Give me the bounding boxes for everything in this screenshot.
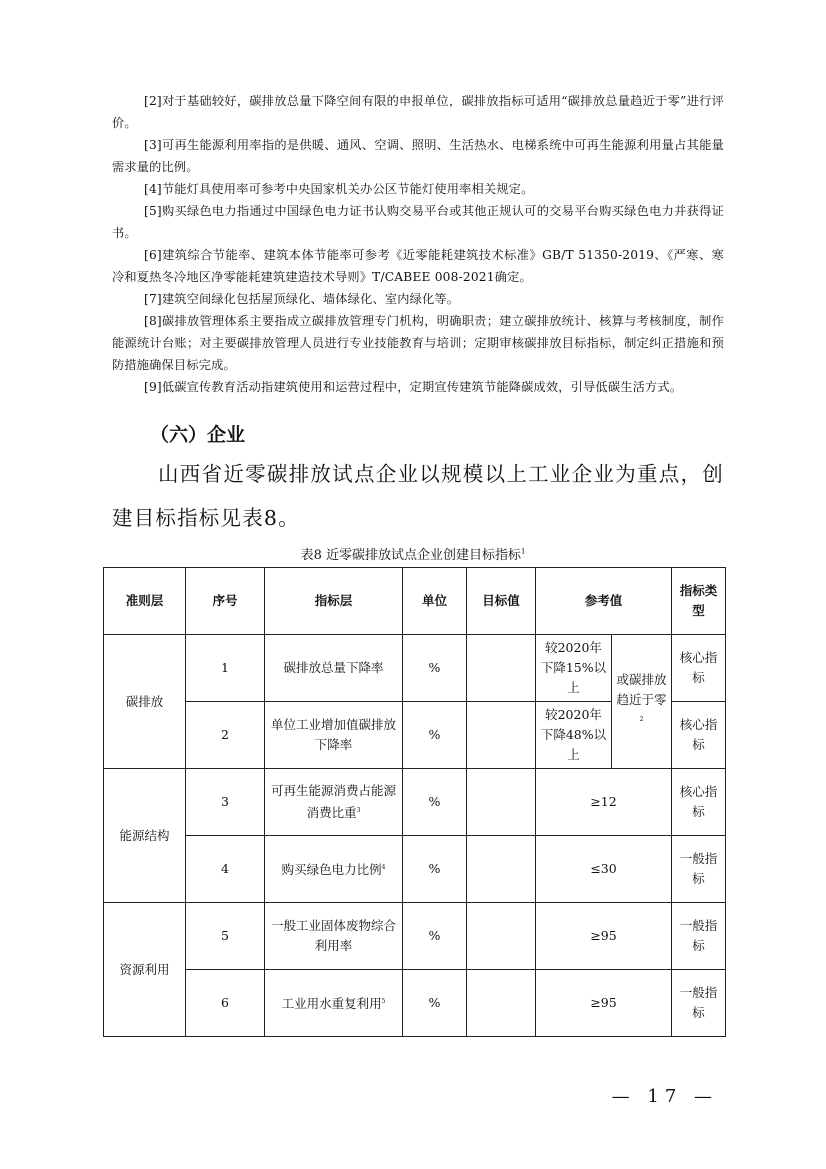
footnote-7: [7]建筑空间绿化包括屋顶绿化、墙体绿化、室内绿化等。 [144,292,460,306]
indicator-text: 可再生能源消费占能源消费比重 [270,782,396,821]
header-reference: 参考值 [536,568,672,635]
cell-type: 核心指标 [672,702,726,769]
cell-target [467,702,536,769]
table-caption [0,544,826,563]
footnote-2: [2]对于基础较好，碳排放总量下降空间有限的申报单位，碳排放指标可适用“碳排放总量趋近于零”进行评价。 [112,94,724,130]
cell-indicator [265,769,403,836]
footnote-5: [5]购买绿色电力指通过中国绿色电力证书认购交易平台或其他正规认可的交易平台购买绿色电力并获得证书。 [112,204,724,240]
cell-target [467,903,536,970]
cell-type: 一般指标 [672,970,726,1037]
cell-indicator: 碳排放总量下降率 [265,635,403,702]
page-number: — 17 — [611,1086,718,1107]
cell-type: 核心指标 [672,769,726,836]
indicator-note: 4 [381,863,386,871]
cell-reference: ≥12 [536,769,672,836]
table-row [104,635,726,702]
table-caption-note: 1 [520,547,526,556]
cell-no: 6 [186,970,265,1037]
cell-target [467,836,536,903]
table-caption-text: 表8 近零碳排放试点企业创建目标指标 [300,548,521,563]
cell-reference: 较2020年下降48%以上 [536,702,612,769]
table-row [104,769,726,836]
section-paragraph: 山西省近零碳排放试点企业以规模以上工业企业为重点，创建目标指标见表8。 [112,462,724,530]
cell-no: 3 [186,769,265,836]
group-carbon: 碳排放 [104,635,186,769]
group-resource: 资源利用 [104,903,186,1037]
cell-indicator [265,970,403,1037]
cell-target [467,635,536,702]
cell-alt-reference [612,635,672,769]
cell-unit: % [403,702,467,769]
table-header-row [104,568,726,635]
cell-indicator: 单位工业增加值碳排放下降率 [265,702,403,769]
footnotes [112,90,724,398]
footnote-6: [6]建筑综合节能率、建筑本体节能率可参考《近零能耗建筑技术标准》GB/T 51350-2019、《严寒、寒冷和夏热冬冷地区净零能耗建筑建造技术导则》T/CABEE 008-2021确定。 [112,248,724,284]
header-no: 序号 [186,568,265,635]
header-unit: 单位 [403,568,467,635]
indicator-note: 3 [356,806,361,814]
cell-no: 2 [186,702,265,769]
cell-type: 一般指标 [672,836,726,903]
cell-reference: ≥95 [536,903,672,970]
footnote-4: [4]节能灯具使用率可参考中央国家机关办公区节能灯使用率相关规定。 [144,182,534,196]
header-criteria: 准则层 [104,568,186,635]
header-indicator: 指标层 [265,568,403,635]
alt-reference-note: 2 [639,716,644,724]
section-heading: （六）企业 [150,424,246,446]
indicator-text: 工业用水重复利用 [281,996,382,1012]
table-row [104,836,726,903]
cell-no: 5 [186,903,265,970]
cell-target [467,970,536,1037]
footnote-3: [3]可再生能源利用率指的是供暖、通风、空调、照明、生活热水、电梯系统中可再生能源利用量占其能量需求量的比例。 [112,138,724,174]
cell-reference: ≥95 [536,970,672,1037]
header-target: 目标值 [467,568,536,635]
indicator-text: 购买绿色电力比例 [281,862,382,878]
cell-indicator [265,836,403,903]
table-row [104,970,726,1037]
footnote-9: [9]低碳宣传教育活动指建筑使用和运营过程中，定期宣传建筑节能降碳成效，引导低碳生活方式。 [144,380,683,394]
header-type: 指标类型 [672,568,726,635]
footnote-8: [8]碳排放管理体系主要指成立碳排放管理专门机构，明确职责；建立碳排放统计、核算与考核制度，制作能源统计台账；对主要碳排放管理人员进行专业技能教育与培训；定期审核碳排放目标指标，制定纠正措施和预防措施确保目标完成。 [112,314,724,372]
target-indicator-table [103,567,726,1037]
cell-target [467,769,536,836]
table-row [104,903,726,970]
cell-unit: % [403,836,467,903]
cell-unit: % [403,903,467,970]
cell-no: 4 [186,836,265,903]
cell-reference: ≤30 [536,836,672,903]
cell-reference: 较2020年下降15%以上 [536,635,612,702]
cell-no: 1 [186,635,265,702]
cell-type: 核心指标 [672,635,726,702]
cell-unit: % [403,970,467,1037]
indicator-note: 5 [381,997,386,1005]
cell-unit: % [403,769,467,836]
alt-reference-text: 或碳排放趋近于零 [616,672,667,708]
group-energy: 能源结构 [104,769,186,903]
cell-unit: % [403,635,467,702]
cell-indicator: 一般工业固体废物综合利用率 [265,903,403,970]
cell-type: 一般指标 [672,903,726,970]
